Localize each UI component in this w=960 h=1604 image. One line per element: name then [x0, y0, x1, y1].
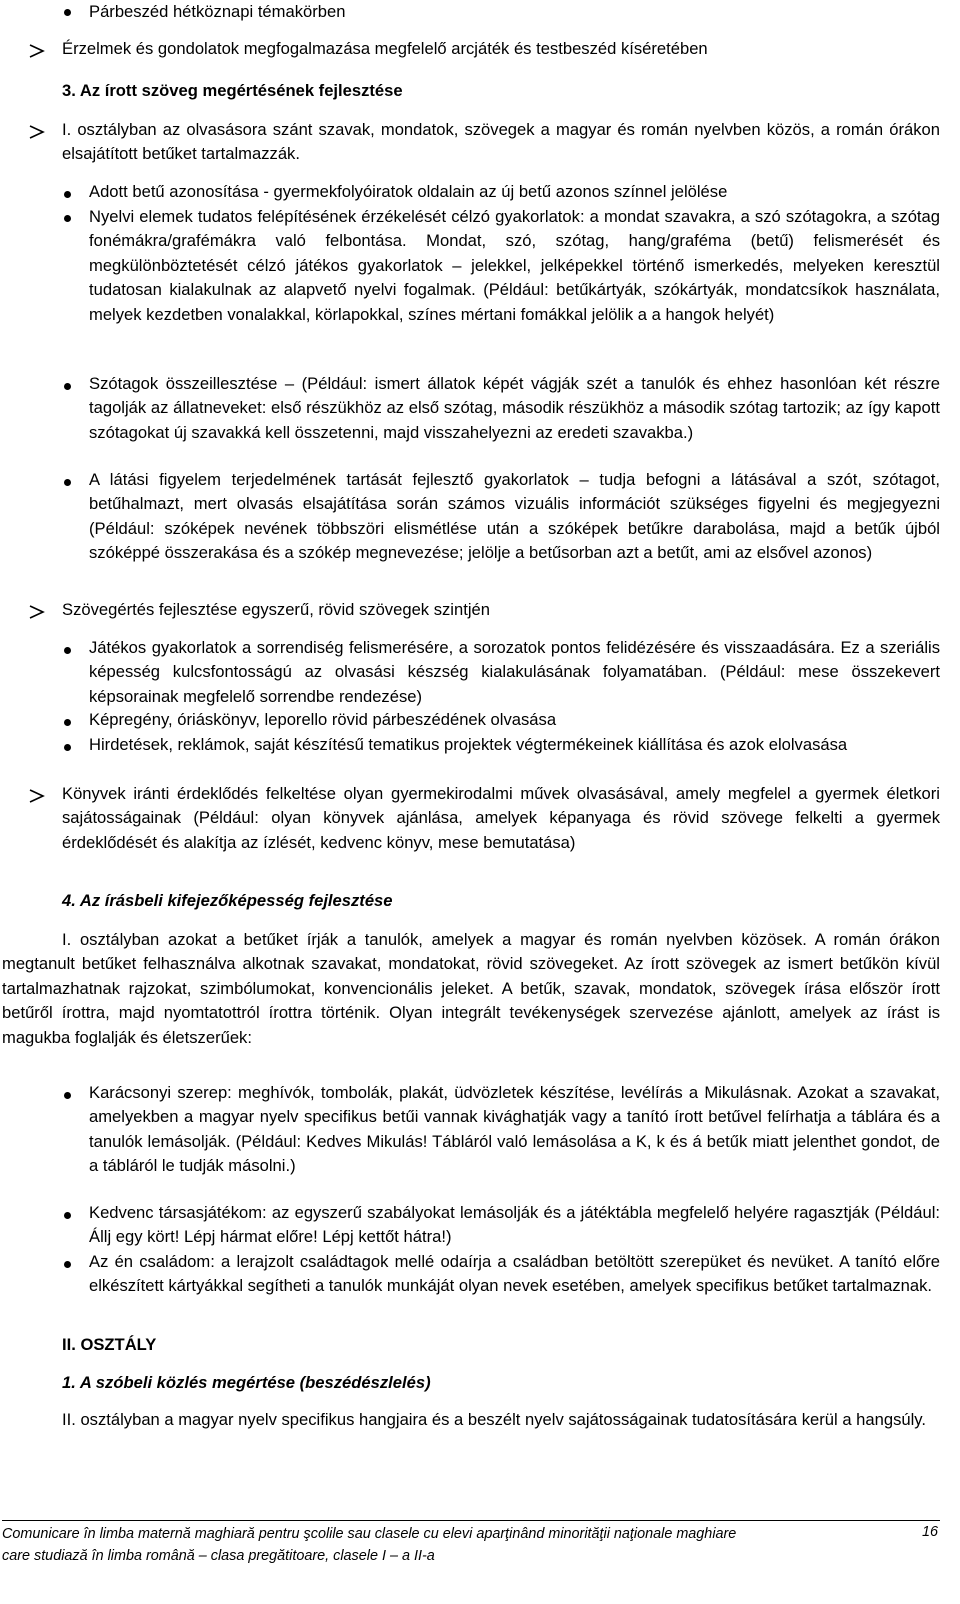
bullet-item: Párbeszéd hétköznapi témakörben [89, 2, 346, 21]
bullet-item: Nyelvi elemek tudatos felépítésének érzékelését célzó gyakorlatok: a mondat szavakra, a szó szótagokra, a szótag fonémákra/grafémákra való felbontása. Mondat, szó, szótag, hang/graféma (betű) felismerését és megkülönböztetését célzó játékos gyakorlatok – jelekkel, jelképekkel történő ismerkedés, melyeken keresztül tudatosan kialakulnak az alapvető nyelvi fogalmak. (Például: betűkártyák, szókártyák, mondatcsíkok használata, melyek kezdetben vonalakkal, körlapokkal, színes mértani fomákkal jelölik a a hangok helyét) [89, 207, 940, 324]
bullet-item: Játékos gyakorlatok a sorrendiség felismerésére, a sorozatok pontos felidézésére és visszaadására. Ez a szeriális képesség kulcsfontosságú az olvasási készség kialakulásának folyamatában. (Például: mese összekevert képsorainak megfelelő sorrendbe rendezése) [89, 638, 940, 706]
bullet-item: Karácsonyi szerep: meghívók, tombolák, plakát, üdvözletek készítése, levélírás a Mikulásnak. Azokat a szavakat, amelyekben a magyar nyelv specifikus betűi vannak kivághatják vagy a tanító írott betűvel felírhatja a táblára és a tanulók lemásolják. (Például: Kedves Mikulás! Tábláról való lemásolása a K, k és á betűk miatt jelenthet gondot, de a tábláról le tudják másolni.) [89, 1083, 940, 1176]
bullet-dot [64, 1212, 71, 1219]
page-number: 16 [921, 1524, 938, 1540]
footer-line-1: Comunicare în limba maternă maghiară pentru şcolile sau clasele cu elevi aparţinând minorităţii naţionale maghiare [2, 1526, 737, 1542]
bullet-item: Adott betű azonosítása - gyermekfolyóiratok oldalain az új betű azonos színnel jelölése [89, 182, 728, 201]
bullet-dot [64, 1092, 71, 1099]
arrow-bullet-icon [29, 125, 45, 139]
bullet-dot [64, 383, 71, 390]
bullet-dot [64, 647, 71, 654]
arrow-item: Szövegértés fejlesztése egyszerű, rövid szövegek szintjén [62, 600, 490, 619]
class-heading: II. OSZTÁLY [62, 1335, 157, 1354]
bullet-item: Kedvenc társasjátékom: az egyszerű szabályokat lemásolják és a játéktábla megfelelő helyére ragasztják (Például: Állj egy kört! Lépj hármat előre! Lépj kettőt hátra!) [89, 1203, 940, 1247]
bullet-dot [64, 1261, 71, 1268]
bullet-item: Képregény, óriáskönyv, leporello rövid párbeszédének olvasása [89, 710, 557, 729]
body-paragraph: I. osztályban azokat a betűket írják a tanulók, amelyek a magyar és román nyelvben közösek. A román órákon megtanult betűket felhasználva alkotnak szavakat, mondatokat, rövid szövegeket. Az írott szövegek az ismert betűkön kívül tartalmazhatnak rajzokat, szimbólumokat, konvencionális jeleket. A betűk, szavak, mondatok, szövegek írása először írott betűről írottra, majd nyomtatottról írottra történik. Olyan integrált tevékenységek szervezése ajánlott, amelyek az írást is magukba foglalják és életszerűek: [2, 930, 940, 1047]
bullet-dot [64, 719, 71, 726]
bullet-item: A látási figyelem terjedelmének tartását fejlesztő gyakorlatok – tudja befogni a látásával a szót, szótagot, betűhalmazt, mert olvasás elsajátítása során számos vizuális információt szükséges figyelni és megjegyezni (Például: szóképek nevének többszöri elismétlése után a szóképek betűkre darabolása, majd a betűk újból szóképpé összerakása és a szókép megnevezése; jelölje a betűsorban azt a betűt, ami az elsővel azonos) [89, 470, 940, 563]
arrow-bullet-icon [29, 44, 45, 58]
bullet-item: Szótagok összeillesztése – (Például: ismert állatok képét vágják szét a tanulók és ehhez hasonlóan két részre tagolják az állatneveket: első részükhöz az első szótag, második részükhöz a második szótag tartozik; az így kapott szótagokat új szavakká kell összetenni, majd visszahelyezni az eredeti szavakba.) [89, 374, 940, 442]
section-heading: 3. Az írott szöveg megértésének fejlesztése [62, 81, 403, 100]
bullet-dot [64, 215, 71, 222]
arrow-item: I. osztályban az olvasásora szánt szavak, mondatok, szövegek a magyar és román nyelvben közös, a román órákon elsajátított betűket tartalmazzák. [62, 120, 940, 164]
section-heading: 4. Az írásbeli kifejezőképesség fejlesztése [62, 891, 393, 910]
bullet-dot [64, 744, 71, 751]
footer-line-2: care studiază în limba română – clasa pregătitoare, clasele I – a II-a [2, 1548, 435, 1564]
arrow-bullet-icon [29, 789, 45, 803]
bullet-dot [64, 191, 71, 198]
bullet-item: Az én családom: a lerajzolt családtagok mellé odaírja a családban betöltött szerepüket és nevüket. A tanító előre elkészített kártyákkal segítheti a tanulók munkáját olyan nevek esetében, amelyek specifikus betűket tartalmaznak. [89, 1252, 940, 1296]
arrow-item: Könyvek iránti érdeklődés felkeltése olyan gyermekirodalmi művek olvasásával, amely megfelel a gyermek életkori sajátosságainak (Például: olyan könyvek ajánlása, amelyek képanyaga és rövid szövege felkelti a gyermek érdeklődését és alakítja az ízlését, kedvenc könyv, mese bemutatása) [62, 784, 940, 852]
arrow-item: Érzelmek és gondolatok megfogalmazása megfelelő arcjáték és testbeszéd kíséretében [62, 39, 708, 58]
arrow-bullet-icon [29, 605, 45, 619]
footer-divider [2, 1520, 940, 1521]
bullet-item: Hirdetések, reklámok, saját készítésű tematikus projektek végtermékeinek kiállítása és azok elolvasása [89, 735, 848, 754]
body-paragraph: II. osztályban a magyar nyelv specifikus hangjaira és a beszélt nyelv sajátosságainak tudatosítására kerül a hangsúly. [62, 1410, 926, 1429]
section-heading: 1. A szóbeli közlés megértése (beszédészlelés) [62, 1373, 431, 1392]
bullet-dot [64, 9, 71, 16]
bullet-dot [64, 479, 71, 486]
